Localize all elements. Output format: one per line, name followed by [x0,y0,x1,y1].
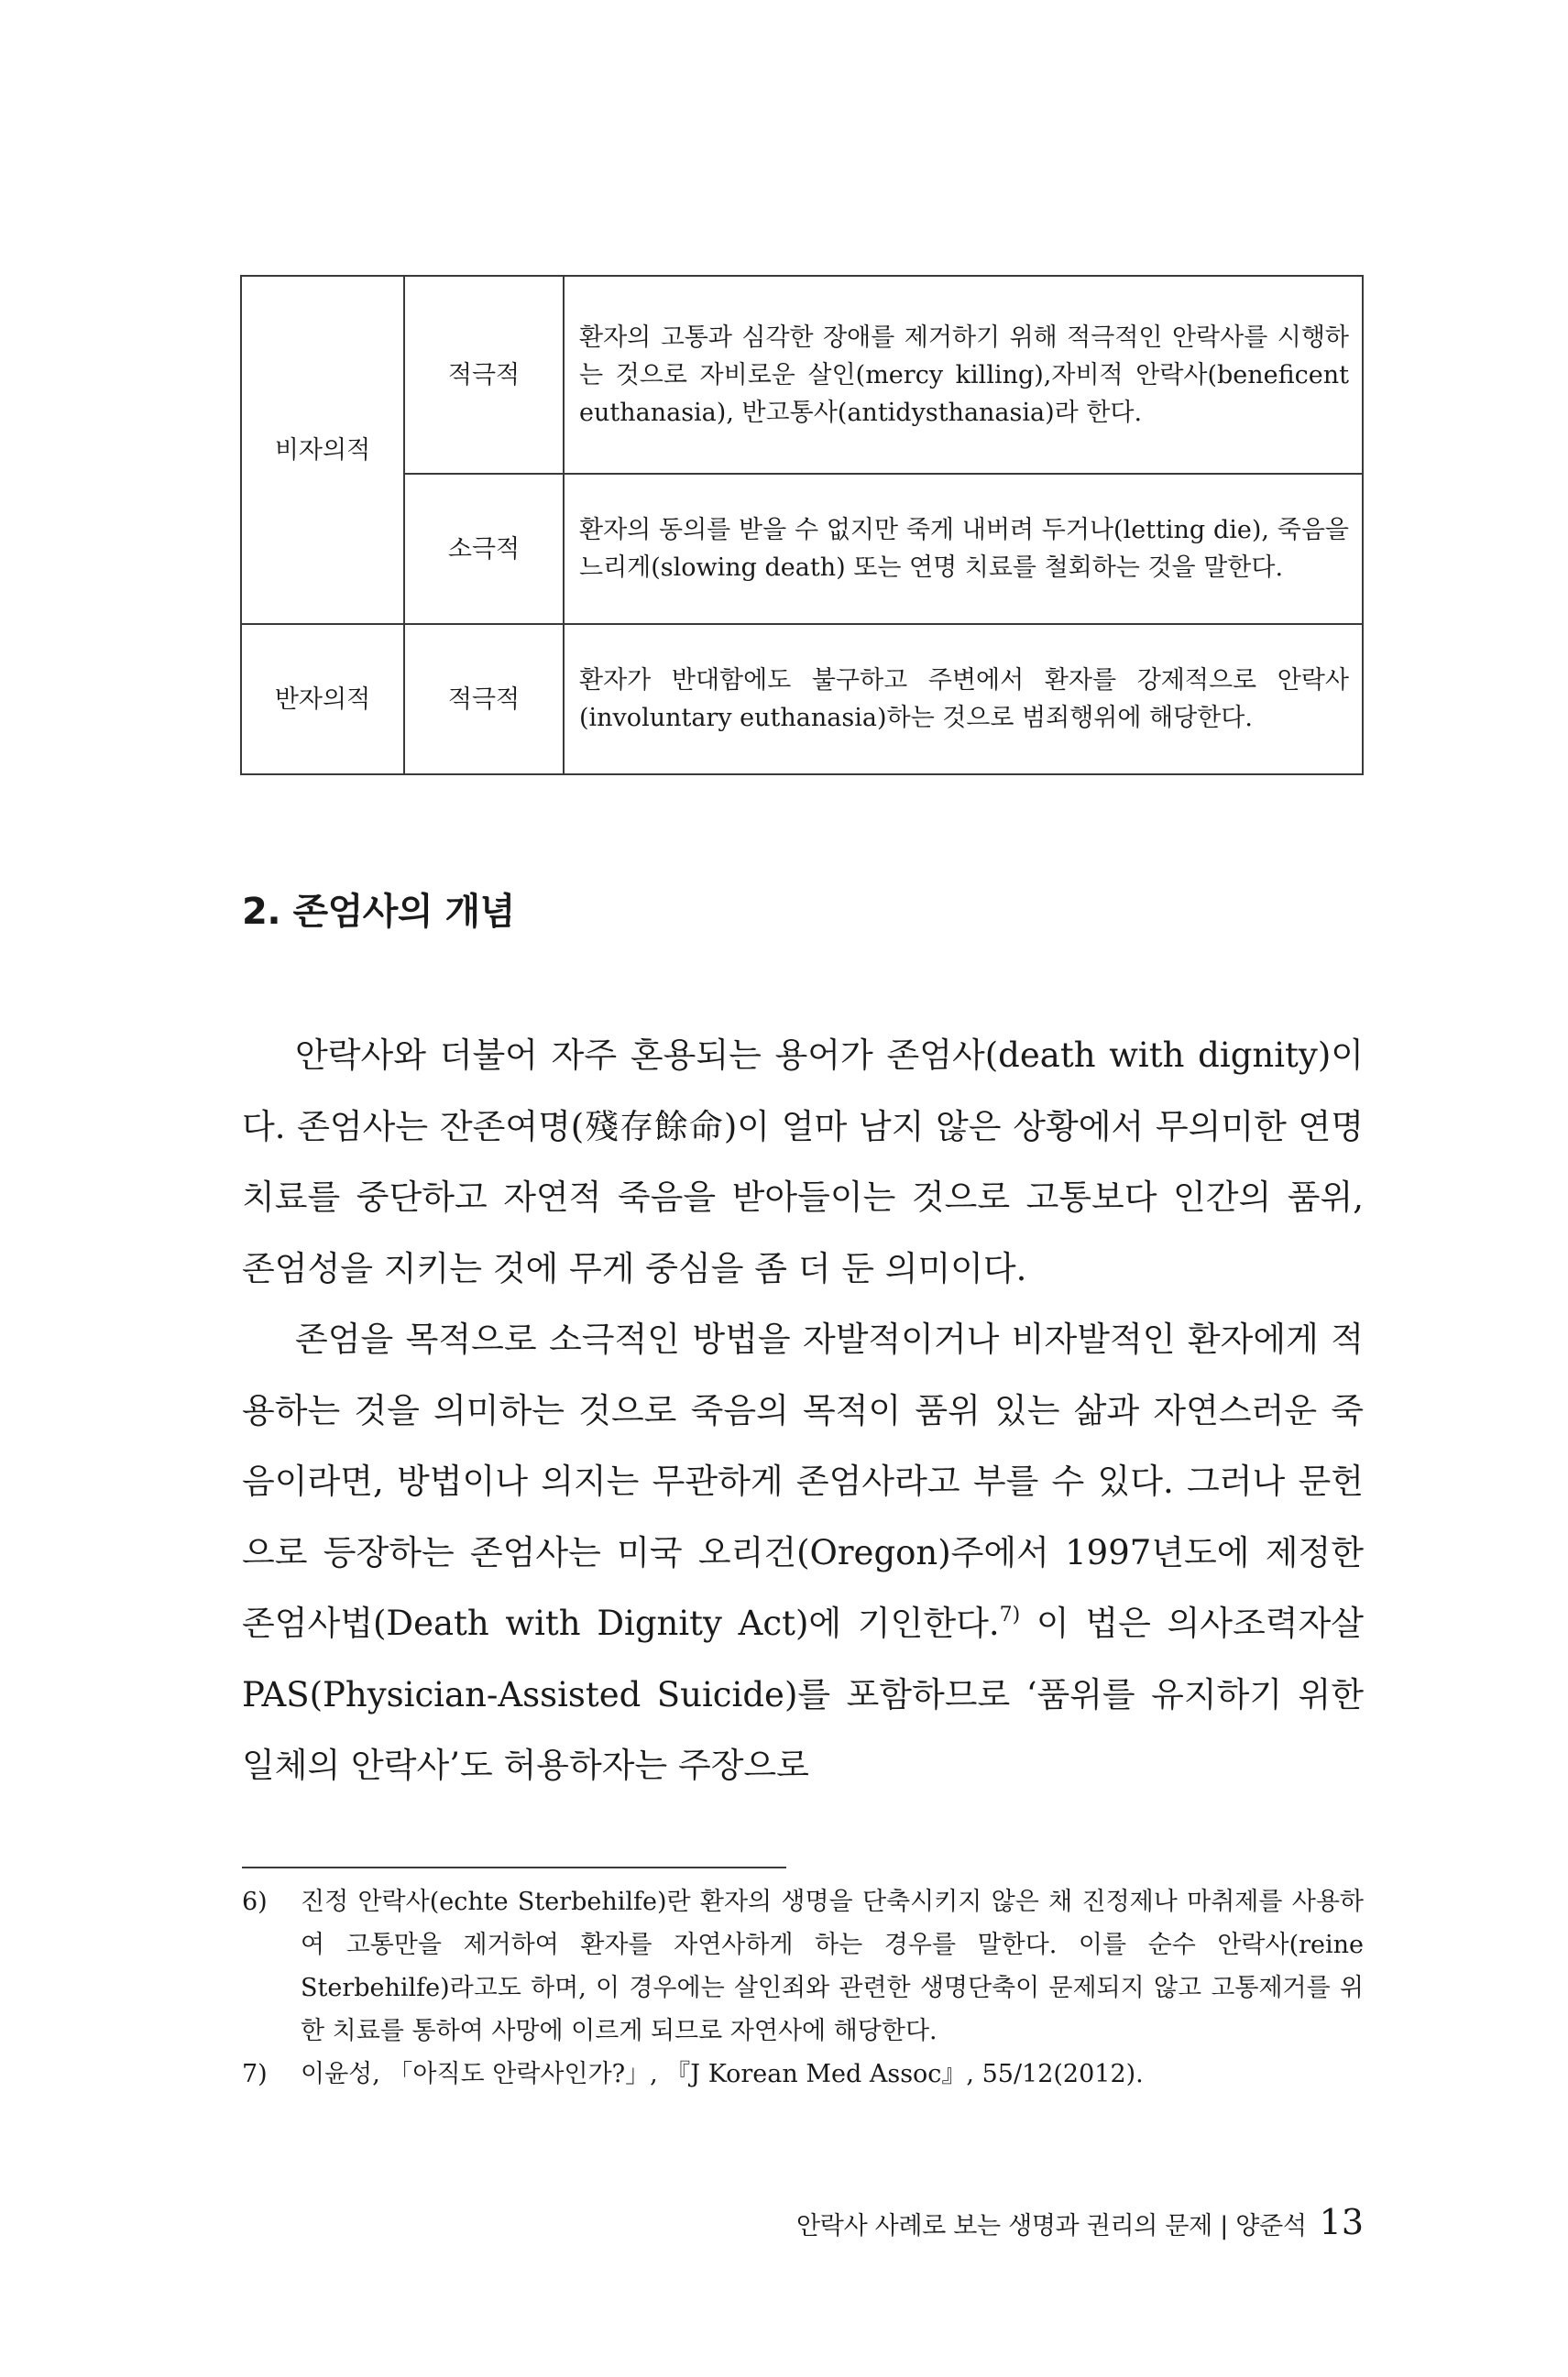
category-cell: 비자의적 [241,276,404,624]
running-title: 안락사 사례로 보는 생명과 권리의 문제 | 양준석 [796,2212,1307,2240]
footnote-divider [242,1867,786,1868]
paragraph [242,1020,1364,1304]
footnote-number: 7) [242,2060,268,2088]
paragraph [242,1304,1364,1802]
section-heading: 2. 존엄사의 개념 [242,891,515,933]
table-row [241,474,1363,624]
page-number: 13 [1319,2202,1364,2242]
footnote-reference[interactable]: 7) [999,1604,1021,1627]
description-cell: 환자가 반대함에도 불구하고 주변에서 환자를 강제적으로 안락사(involuntary euthanasia)하는 것으로 범죄행위에 해당한다. [564,624,1363,774]
description-cell: 환자의 고통과 심각한 장애를 제거하기 위해 적극적인 안락사를 시행하는 것으로 자비로운 살인(mercy killing),자비적 안락사(beneficent euthanasia), 반고통사(antidysthanasia)라 한다. [564,276,1363,474]
footnote [242,1880,1364,2053]
description-cell: 환자의 동의를 받을 수 없지만 죽게 내버려 두거나(letting die), 죽음을 느리게(slowing death) 또는 연명 치료를 철회하는 것을 말한다. [564,474,1363,624]
footnote-number: 6) [242,1888,268,1916]
type-cell: 소극적 [404,474,564,624]
paragraph-text: 안락사와 더불어 자주 혼용되는 용어가 존엄사(death with dignity)이다. 존엄사는 잔존여명(殘存餘命)이 얼마 남지 않은 상황에서 무의미한 연명 치료를 중단하고 자연적 죽음을 받아들이는 것으로 고통보다 인간의 품위, 존엄성을 지키는 것에 무게 중심을 좀 더 둔 의미이다. [242,1035,1364,1288]
table-row [241,276,1363,474]
footnote-text: 진정 안락사(echte Sterbehilfe)란 환자의 생명을 단축시키지 않은 채 진정제나 마취제를 사용하여 고통만을 제거하여 환자를 자연사하게 하는 경우를 말한다. 이를 순수 안락사(reine Sterbehilfe)라고도 하며, 이 경우에는 살인죄와 관련한 생명단축이 문제되지 않고 고통제거를 위한 치료를 통하여 사망에 이르게 되므로 자연사에 해당한다. [301,1888,1364,2045]
body-text [242,1020,1364,1802]
type-cell: 적극적 [404,624,564,774]
type-cell: 적극적 [404,276,564,474]
footnote [242,2053,1364,2096]
footnote-text: 이윤성, 「아직도 안락사인가?」, 『J Korean Med Assoc』, 55/12(2012). [301,2060,1144,2088]
paragraph-text: 이 법은 의사조력자살 PAS(Physician-Assisted Suicide)를 포함하므로 ‘품위를 유지하기 위한 일체의 안락사’도 허용하자는 주장으로 [242,1604,1364,1785]
footnotes [242,1880,1364,2096]
category-cell: 반자의적 [241,624,404,774]
euthanasia-classification-table [240,275,1364,775]
running-footer [796,2202,1364,2248]
table-row [241,624,1363,774]
paragraph-text: 존엄을 목적으로 소극적인 방법을 자발적이거나 비자발적인 환자에게 적용하는 것을 의미하는 것으로 죽음의 목적이 품위 있는 삶과 자연스러운 죽음이라면, 방법이나 의지는 무관하게 존엄사라고 부를 수 있다. 그러나 문헌으로 등장하는 존엄사는 미국 오리건(Oregon)주에서 1997년도에 제정한 존엄사법(Death with Dignity Act)에 기인한다. [242,1320,1364,1643]
